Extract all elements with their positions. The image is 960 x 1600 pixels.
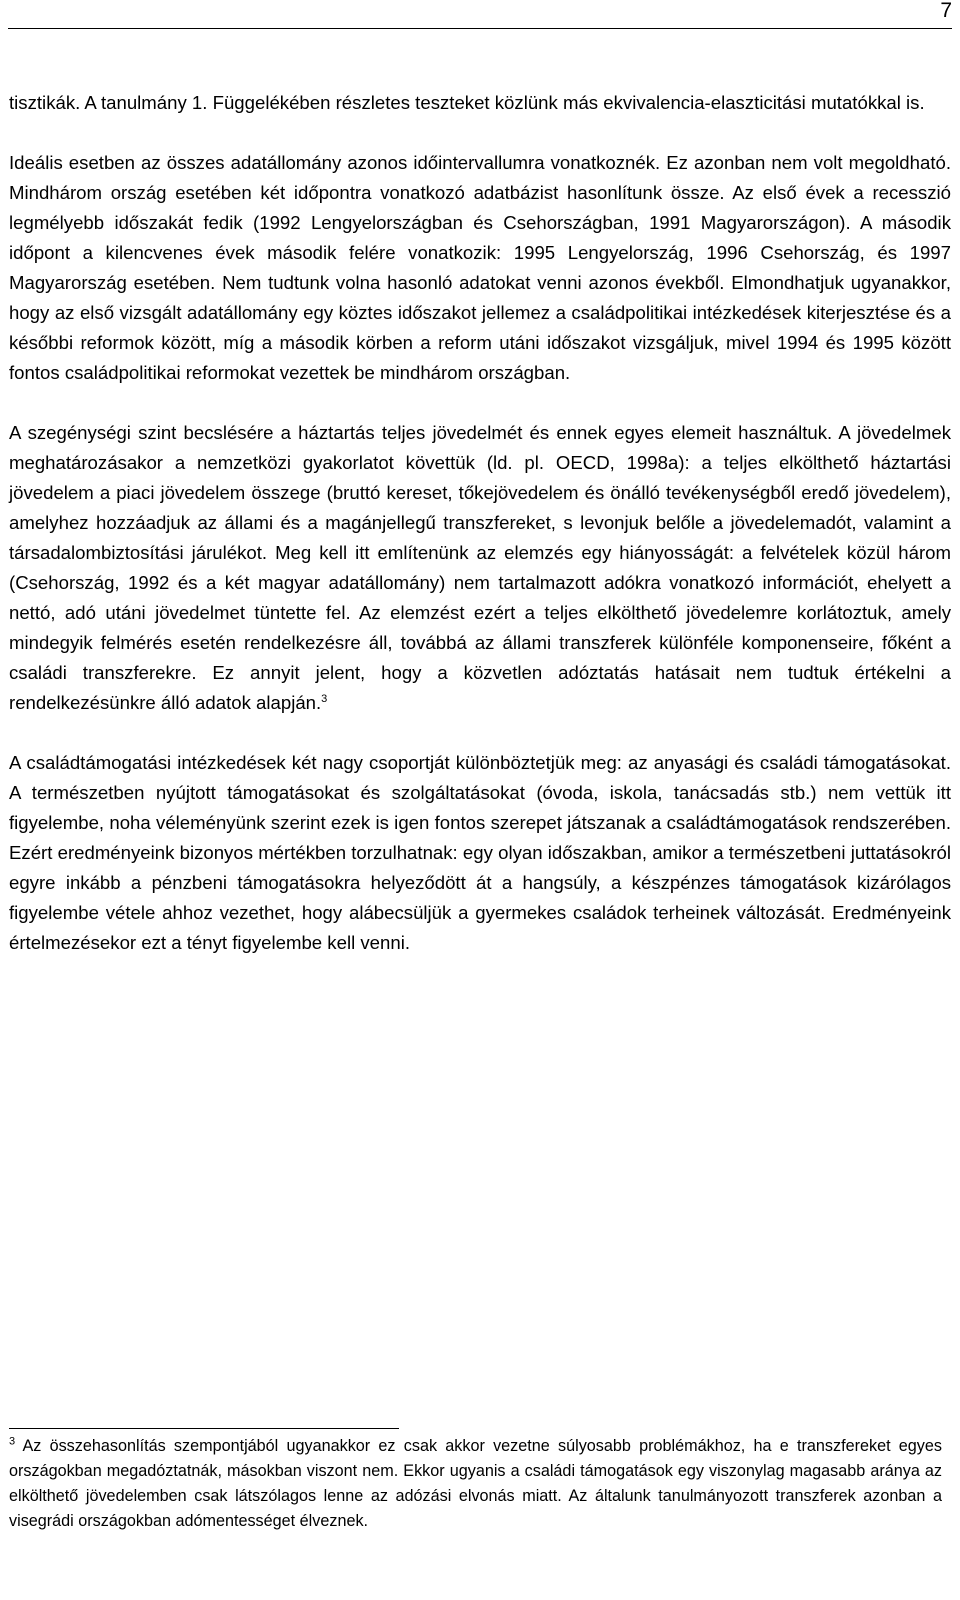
main-text bbox=[9, 88, 951, 958]
paragraph bbox=[9, 418, 951, 718]
header-divider bbox=[8, 28, 952, 29]
paragraph-text: A szegénységi szint becslésére a háztartás teljes jövedelmét és ennek egyes elemeit használtuk. A jövedelmek meghatározásakor a nemzetközi gyakorlatot követtük (ld. pl. OECD, 1998a): a teljes elkölthető háztartási jövedelem a piaci jövedelem összege (bruttó kereset, tőkejövedelem és önálló tevékenységből eredő jövedelem), amelyhez hozzáadjuk az állami és a magánjellegű transzfereket, s levonjuk belőle a jövedelemadót, valamint a társadalombiztosítási járulékot. Meg kell itt említenünk az elemzés egy hiányosságát: a felvételek közül három (Csehország, 1992 és a két magyar adatállomány) nem tartalmazott adókra vonatkozó információt, ehelyett a nettó, adó utáni jövedelmet tüntette fel. Az elemzést ezért a teljes elkölthető jövedelemre korlátoztuk, amely mindegyik felmérés esetén rendelkezésre áll, továbbá az állami transzferek különféle komponenseire, főként a családi transzferekre. Ez annyit jelent, hogy a közvetlen adóztatás hatásait nem tudtuk értékelni a rendelkezésünkre álló adatok alapján. bbox=[9, 422, 951, 713]
footnote-reference: 3 bbox=[321, 692, 328, 705]
paragraph: Ideális esetben az összes adatállomány azonos időintervallumra vonatkoznék. Ez azonban nem volt megoldható. Mindhárom ország esetében két időpontra vonatkozó adatbázist hasonlítunk össze. Az első évek a recesszió legmélyebb időszakát fedik (1992 Lengyelországban és Csehországban, 1991 Magyarországon). A második időpont a kilencvenes évek második felére vonatkozik: 1995 Lengyelország, 1996 Csehország, és 1997 Magyarország esetében. Nem tudtunk volna hasonló adatokat venni azonos évekből. Elmondhatjuk ugyanakkor, hogy az első vizsgált adatállomány egy köztes időszakot jellemez a családpolitikai intézkedések kiterjesztése és a későbbi reformok között, míg a második körben a reform utáni időszakot vizsgáljuk, mivel 1994 és 1995 között fontos családpolitikai reformokat vezettek be mindhárom országban. bbox=[9, 152, 951, 383]
paragraph: tisztikák. A tanulmány 1. Függelékében részletes teszteket közlünk más ekvivalencia-elaszticitási mutatókkal is. bbox=[9, 92, 925, 113]
paragraph: A családtámogatási intézkedések két nagy csoportját különböztetjük meg: az anyasági és családi támogatásokat. A természetben nyújtott támogatásokat és szolgáltatásokat (óvoda, iskola, tanácsadás stb.) nem vettük itt figyelembe, noha véleményünk szerint ezek is igen fontos szerepet játszanak a családtámogatások rendszerében. Ezért eredményeink bizonyos mértékben torzulhatnak: egy olyan időszakban, amikor a természetbeni juttatásokról egyre inkább a pénzbeni támogatásokra helyeződött át a hangsúly, a készpénzes támogatások kizárólagos figyelembe vétele ahhoz vezethet, hogy alábecsüljük a gyermekes családok terheinek változását. Eredményeink értelmezésekor ezt a tényt figyelembe kell venni. bbox=[9, 752, 951, 953]
footnote-text: Az összehasonlítás szempontjából ugyanakkor ez csak akkor vezetne súlyosabb problémákhoz, ha e transzfereket egyes országokban megadóztatnák, másokban viszont nem. Ekkor ugyanis a családi támogatások egy viszonylag magasabb aránya az elkölthető jövedelemben csak látszólagos lenne az adózási elvonás miatt. Az általunk tanulmányozott transzferek azonban a visegrádi országokban adómentességet élveznek. bbox=[9, 1437, 942, 1530]
footnote-mark: 3 bbox=[9, 1435, 16, 1448]
page-number: 7 bbox=[940, 0, 952, 22]
footnote bbox=[9, 1434, 942, 1534]
footnote-divider bbox=[9, 1428, 399, 1429]
